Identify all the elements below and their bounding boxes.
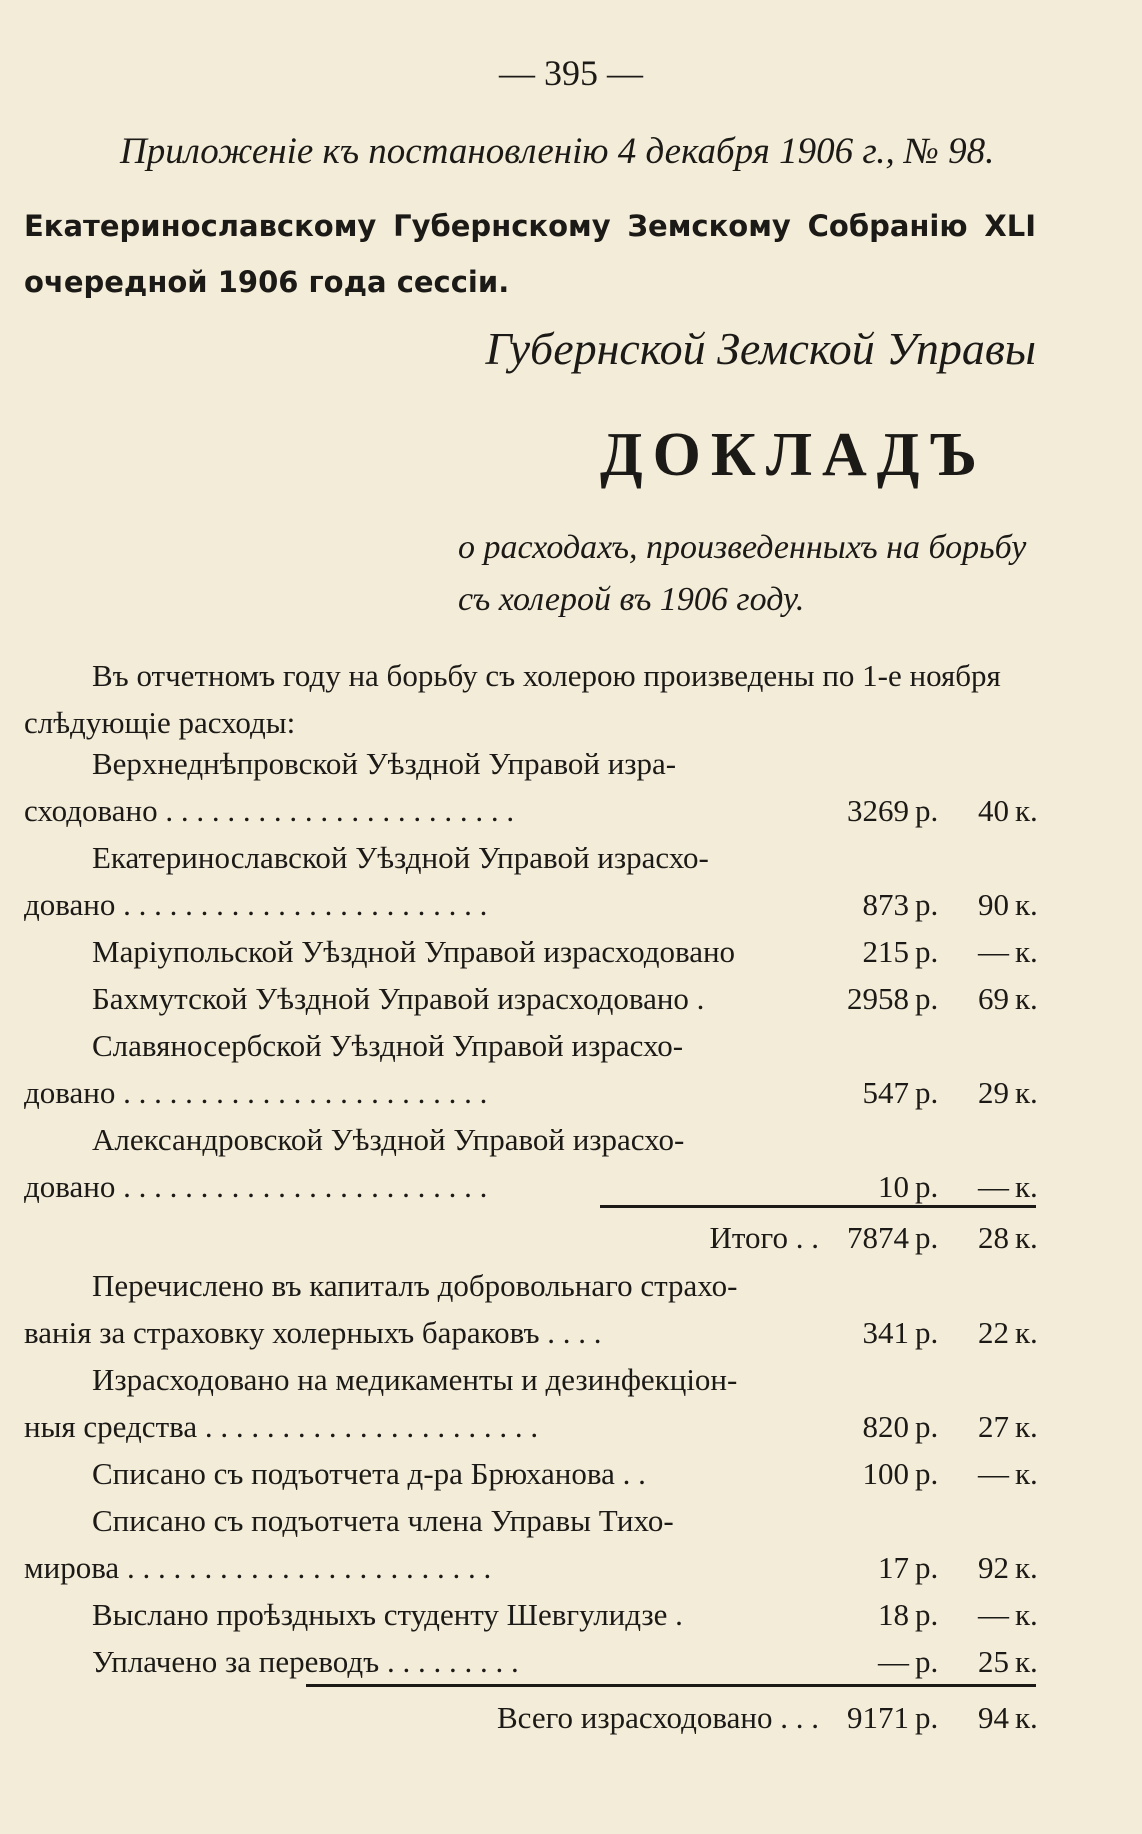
total-rule (306, 1684, 1036, 1687)
kopecks-unit: к. (1015, 1169, 1038, 1204)
kopecks-value: 29 (978, 1075, 1009, 1110)
rubles-value: 215 (862, 934, 909, 969)
issuing-authority: Губернской Земской Управы (485, 323, 1036, 374)
expense-item (24, 834, 1036, 881)
rubles-value: — (878, 1644, 909, 1679)
expense-item-amount-line (24, 1309, 1036, 1356)
expense-desc-line1: Екатеринославской Уѣздной Управой израсхо- (92, 840, 709, 875)
expense-desc-line1: Славяносербской Уѣздной Управой израсхо- (92, 1028, 684, 1063)
expense-desc-line1: Списано съ подъотчета члена Управы Тихо- (92, 1503, 674, 1538)
kopecks-unit: к. (1015, 887, 1038, 922)
rubles-unit: р. (915, 981, 939, 1016)
rubles-unit: р. (915, 1644, 939, 1679)
kopecks-unit: к. (1015, 1550, 1038, 1585)
expense-desc-line1: Уплачено за переводъ . . . . . . . . . (92, 1644, 519, 1679)
expense-desc-line1: Списано съ подъотчета д-ра Брюханова . . (92, 1456, 646, 1491)
expense-desc-line1: Выслано проѣздныхъ студенту Шевгулидзе . (92, 1597, 683, 1632)
expense-item (24, 1450, 1036, 1497)
expense-desc-line2: ныя средства . . . . . . . . . . . . . . . . . . . . . . (24, 1409, 539, 1444)
kopecks-value: 69 (978, 981, 1009, 1016)
subtotal-rule (600, 1205, 1036, 1208)
kopecks-value: — (978, 1597, 1009, 1632)
kopecks-value: 25 (978, 1644, 1009, 1679)
rubles-value: 7874 (847, 1220, 909, 1255)
rubles-value: 547 (862, 1075, 909, 1110)
expense-desc-line1: Верхнеднѣпровской Уѣздной Управой изра- (92, 746, 677, 781)
subtotal-row (24, 1214, 1036, 1261)
document-title: ДОКЛАДЪ (600, 421, 987, 489)
expense-desc-line1: Александровской Уѣздной Управой израсхо- (92, 1122, 685, 1157)
rubles-unit: р. (915, 1550, 939, 1585)
expense-item (24, 1591, 1036, 1638)
expense-item-amount-line (24, 1069, 1036, 1116)
kopecks-value: — (978, 1169, 1009, 1204)
kopecks-unit: к. (1015, 1315, 1038, 1350)
expense-desc-line1: Перечислено въ капиталъ добровольнаго страхо- (92, 1268, 738, 1303)
kopecks-unit: к. (1015, 1409, 1038, 1444)
rubles-unit: р. (915, 887, 939, 922)
kopecks-value: 40 (978, 793, 1009, 828)
expense-item-amount-line (24, 881, 1036, 928)
appendix-heading: Приложеніе къ постановленію 4 декабря 1906 г., № 98. (120, 131, 995, 172)
addressee: Екатеринославскому Губернскому Земскому Собранію XLI очередной 1906 года сессіи. (24, 209, 1036, 299)
expense-item-amount-line (24, 1403, 1036, 1450)
expense-desc-line2: довано . . . . . . . . . . . . . . . . . . . . . . . . (24, 887, 488, 922)
rubles-unit: р. (915, 1597, 939, 1632)
expense-item (24, 1022, 1036, 1069)
kopecks-value: 28 (978, 1220, 1009, 1255)
kopecks-unit: к. (1015, 1597, 1038, 1632)
kopecks-value: 22 (978, 1315, 1009, 1350)
rubles-unit: р. (915, 1169, 939, 1204)
rubles-value: 9171 (847, 1700, 909, 1735)
rubles-value: 341 (862, 1315, 909, 1350)
expense-desc-line1: Маріупольской Уѣздной Управой израсходовано (92, 934, 736, 969)
rubles-value: 3269 (847, 793, 909, 828)
rubles-unit: р. (915, 1409, 939, 1444)
expense-item (24, 975, 1036, 1022)
kopecks-value: 90 (978, 887, 1009, 922)
expense-item-amount-line (24, 787, 1036, 834)
kopecks-value: 92 (978, 1550, 1009, 1585)
expense-desc-line2: довано . . . . . . . . . . . . . . . . . . . . . . . . (24, 1075, 488, 1110)
rubles-unit: р. (915, 1315, 939, 1350)
expense-desc-line1: Бахмутской Уѣздной Управой израсходовано . (92, 981, 705, 1016)
rubles-unit: р. (915, 1220, 939, 1255)
expense-item-amount-line (24, 1544, 1036, 1591)
kopecks-unit: к. (1015, 1220, 1038, 1255)
rubles-value: 2958 (847, 981, 909, 1016)
subtotal-label: Итого . . (709, 1220, 819, 1255)
kopecks-unit: к. (1015, 1456, 1038, 1491)
rubles-value: 18 (878, 1597, 909, 1632)
expense-desc-line2: сходовано . . . . . . . . . . . . . . . . . . . . . . . (24, 793, 515, 828)
kopecks-unit: к. (1015, 1075, 1038, 1110)
kopecks-value: — (978, 934, 1009, 969)
expense-item-amount-line (24, 1163, 1036, 1210)
rubles-unit: р. (915, 1700, 939, 1735)
expense-desc-line2: довано . . . . . . . . . . . . . . . . . . . . . . . . (24, 1169, 488, 1204)
rubles-value: 820 (862, 1409, 909, 1444)
kopecks-value: — (978, 1456, 1009, 1491)
total-row (24, 1694, 1036, 1741)
expense-item (24, 1497, 1036, 1544)
expense-desc-line2: ванія за страховку холерныхъ бараковъ . . . . (24, 1315, 602, 1350)
rubles-unit: р. (915, 793, 939, 828)
kopecks-value: 94 (978, 1700, 1009, 1735)
expense-item (24, 1356, 1036, 1403)
kopecks-unit: к. (1015, 934, 1038, 969)
kopecks-unit: к. (1015, 793, 1038, 828)
kopecks-unit: к. (1015, 981, 1038, 1016)
document-subtitle: о расходахъ, произведенныхъ на борьбу съ холерой въ 1906 году. (458, 529, 1027, 618)
kopecks-value: 27 (978, 1409, 1009, 1444)
expense-desc-line1: Израсходовано на медикаменты и дезинфекціон- (92, 1362, 738, 1397)
expense-item (24, 1262, 1036, 1309)
expense-item (24, 1116, 1036, 1163)
rubles-value: 873 (862, 887, 909, 922)
total-label: Всего израсходовано . . . (497, 1700, 819, 1735)
rubles-unit: р. (915, 1075, 939, 1110)
rubles-value: 100 (862, 1456, 909, 1491)
expense-item (24, 740, 1036, 787)
page-number: — 395 — (499, 53, 643, 93)
expense-item (24, 928, 1036, 975)
expense-desc-line2: мирова . . . . . . . . . . . . . . . . . . . . . . . . (24, 1550, 492, 1585)
rubles-unit: р. (915, 934, 939, 969)
kopecks-unit: к. (1015, 1644, 1038, 1679)
rubles-unit: р. (915, 1456, 939, 1491)
rubles-value: 17 (878, 1550, 909, 1585)
rubles-value: 10 (878, 1169, 909, 1204)
kopecks-unit: к. (1015, 1700, 1038, 1735)
expense-item (24, 1638, 1036, 1685)
intro-paragraph: Въ отчетномъ году на борьбу съ холерою произведены по 1-е ноября слѣдующіе расходы: (24, 658, 1001, 740)
